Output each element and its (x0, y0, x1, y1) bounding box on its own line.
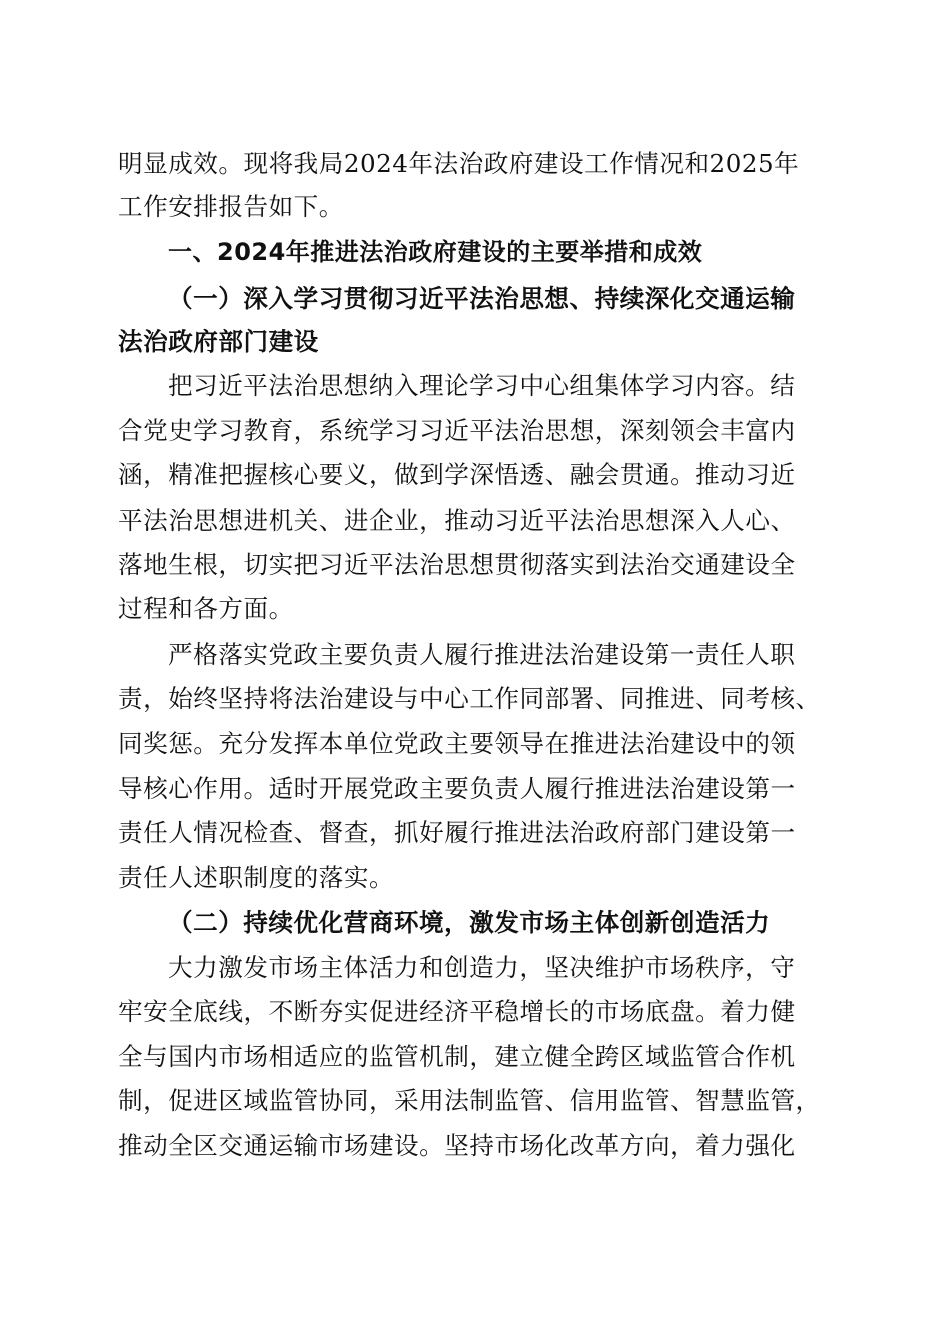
paragraph-start-line: 严格落实党政主要负责人履行推进法治建设第一责任人职 (168, 640, 796, 669)
body-text-line: 责任人情况检查、督查，抓好履行推进法治政府部门建设第一 (118, 818, 796, 847)
body-text-line: 责，始终坚持将法治建设与中心工作同部署、同推进、同考核、 (118, 684, 821, 713)
body-text-line: 制，促进区域监管协同，采用法制监管、信用监管、智慧监管， (118, 1086, 821, 1115)
body-text-line: 责任人述职制度的落实。 (118, 863, 395, 892)
body-text-line: 落地生根，切实把习近平法治思想贯彻落实到法治交通建设全 (118, 550, 796, 579)
body-text-line: 涵，精准把握核心要义，做到学深悟透、融会贯通。推动习近 (118, 460, 796, 489)
subsection-heading: （二）持续优化营商环境，激发市场主体创新创造活力 (168, 908, 771, 937)
body-text-line: 平法治思想进机关、进企业，推动习近平法治思想深入人心、 (118, 506, 796, 535)
section-heading: 一、2024年推进法治政府建设的主要举措和成效 (168, 238, 703, 266)
body-text-line: 工作安排报告如下。 (118, 192, 344, 221)
body-text-line: 导核心作用。适时开展党政主要负责人履行推进法治建设第一 (118, 774, 796, 803)
body-text-line: 推动全区交通运输市场建设。坚持市场化改革方向，着力强化 (118, 1131, 796, 1160)
paragraph-start-line: 大力激发市场主体活力和创造力，坚决维护市场秩序，守 (168, 953, 796, 982)
body-text-line: 过程和各方面。 (118, 594, 294, 623)
paragraph-start-line: 把习近平法治思想纳入理论学习中心组集体学习内容。结 (168, 371, 796, 400)
body-text-line: 同奖惩。充分发挥本单位党政主要领导在推进法治建设中的领 (118, 729, 796, 758)
body-text-line: 明显成效。现将我局2024年法治政府建设工作情况和2025年 (118, 149, 800, 178)
body-text-line: 牢安全底线，不断夯实促进经济平稳增长的市场底盘。着力健 (118, 997, 796, 1026)
subsection-heading-continuation: 法治政府部门建设 (118, 327, 319, 356)
body-text-line: 合党史学习教育，系统学习习近平法治思想，深刻领会丰富内 (118, 416, 796, 445)
body-text-line: 全与国内市场相适应的监管机制，建立健全跨区域监管合作机 (118, 1042, 796, 1071)
subsection-heading: （一）深入学习贯彻习近平法治思想、持续深化交通运输 (168, 284, 796, 313)
